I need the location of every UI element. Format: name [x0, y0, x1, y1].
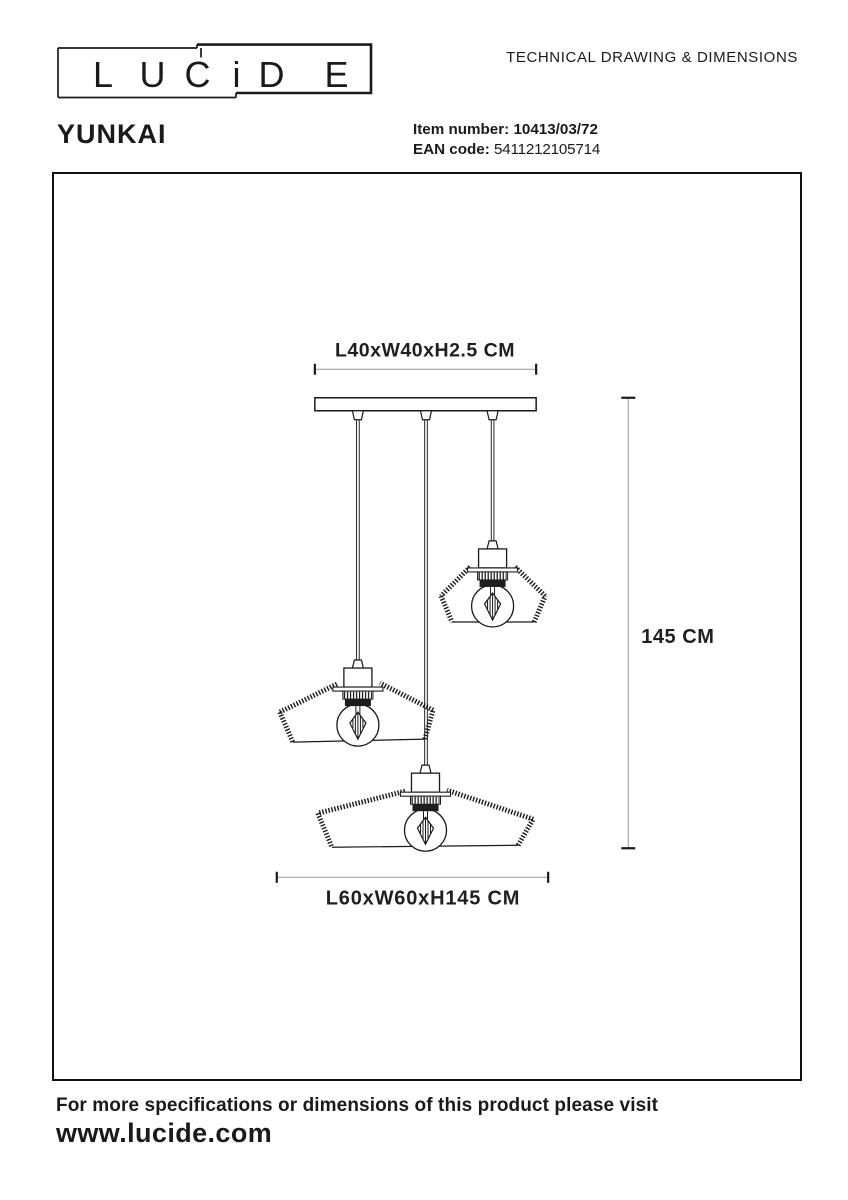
logo-letter-c: C [184, 54, 211, 95]
ean-label: EAN code: [413, 140, 490, 158]
bulb-screw-base [412, 804, 438, 811]
strain-relief [420, 765, 431, 773]
dim-height-label: 145 CM [641, 626, 715, 649]
socket-flange [468, 568, 518, 572]
socket-body [479, 549, 507, 568]
logo-letter-l: L [92, 54, 114, 95]
shade-strip [534, 596, 545, 622]
item-number-label: Item number: [413, 121, 510, 138]
bulb-screw-base [480, 580, 506, 587]
cord-grip [352, 411, 363, 420]
footer-website: www.lucide.com [56, 1118, 273, 1148]
shade-strip [518, 819, 533, 845]
shade-strip [447, 790, 533, 819]
ean-row [413, 140, 600, 160]
dim-fixture-label: L60xW60xH145 CM [325, 887, 521, 910]
strain-relief [352, 660, 363, 668]
shade-strip [441, 567, 470, 596]
socket-body [344, 668, 372, 687]
shade-strip [441, 596, 452, 622]
ceiling-plate [315, 398, 536, 411]
product-name: YUNKAI [57, 119, 167, 149]
item-number-row [413, 120, 600, 140]
item-number-value: 10413/03/72 [513, 121, 598, 138]
pendants-group [280, 411, 545, 851]
strain-relief [487, 541, 498, 549]
cord-grip [420, 411, 431, 420]
canopy-width-dimension [315, 340, 536, 375]
height-dimension [621, 398, 714, 848]
ean-value: 5411212105714 [494, 140, 601, 158]
logo-letter-u: U [139, 54, 166, 95]
technical-drawing [54, 174, 800, 1079]
footer-text: For more specifications or dimensions of this product please visit [56, 1095, 659, 1116]
shade-strip [280, 684, 337, 712]
fixture-width-dimension [277, 872, 548, 910]
logo-letter-i: i [232, 54, 241, 95]
dim-canopy-label: L40xW40xH2.5 CM [335, 339, 515, 362]
pendant-lamp-medium [280, 660, 433, 746]
socket-flange [333, 687, 383, 691]
pendant-lamp-small [441, 541, 545, 627]
socket-flange [400, 792, 450, 796]
lucide-logo [55, 42, 375, 102]
pendant-cord-right [487, 411, 498, 543]
cord-grip [487, 411, 498, 420]
socket-body [411, 773, 439, 792]
product-codes [413, 120, 600, 159]
technical-drawing-frame [52, 172, 802, 1081]
logo-letter-d: D [258, 54, 285, 95]
shade-strip [515, 567, 545, 596]
doc-title: TECHNICAL DRAWING & DIMENSIONS [506, 49, 798, 66]
logo-letter-e: E [324, 54, 349, 95]
bulb-screw-base [345, 699, 371, 706]
pendant-lamp-large [318, 765, 533, 851]
shade-strip [280, 712, 293, 742]
pendant-cord-left [352, 411, 363, 662]
shade-strip [318, 791, 405, 813]
shade-strip [318, 813, 332, 847]
